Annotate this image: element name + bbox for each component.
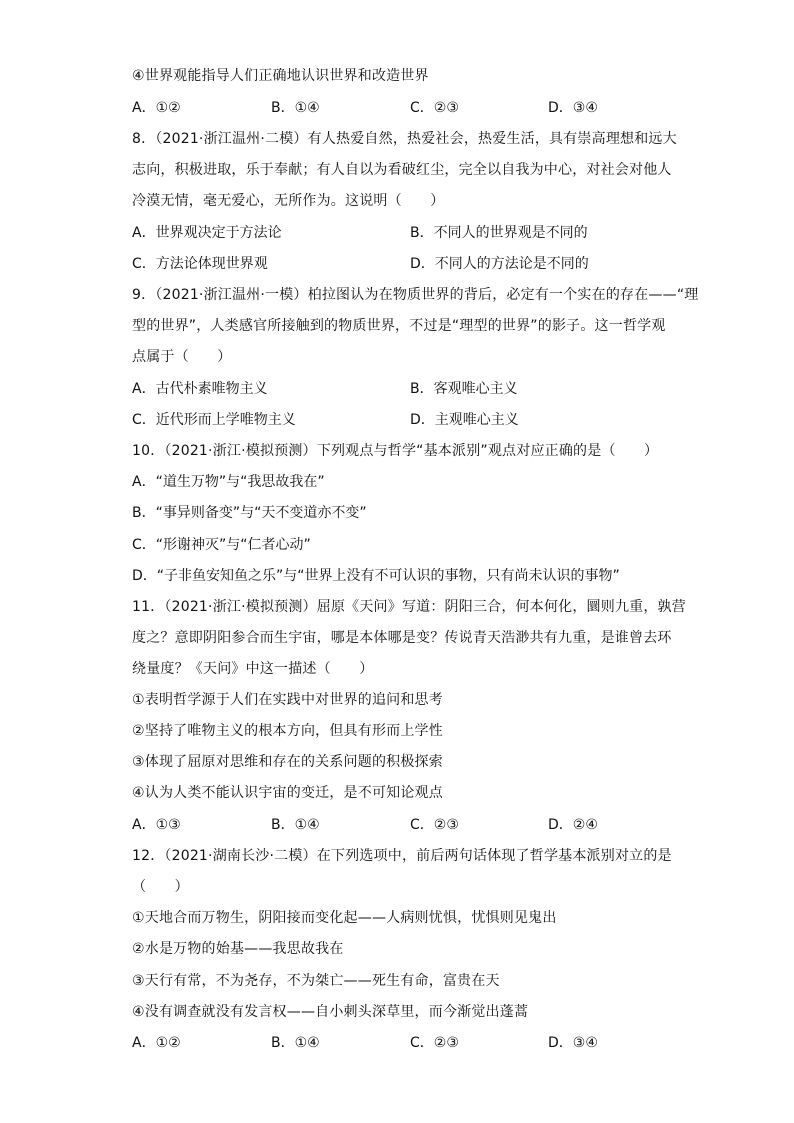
- q9-option-c: C．近代形而上学唯物主义: [132, 412, 296, 428]
- q11-statement-4: ④认为人类不能认识宇宙的变迁，是不可知论观点: [132, 785, 443, 801]
- q11-option-a: A．①③: [132, 817, 181, 833]
- q9-stem-line-2: 型的世界”，人类感官所接触到的物质世界，不过是“理型的世界”的影子。这一哲学观: [132, 318, 666, 334]
- q7-option-c: C．②③: [410, 100, 459, 116]
- q12-statement-4: ④没有调查就没有发言权——自小刺头深草里，而今渐觉出蓬蒿: [132, 1004, 529, 1020]
- q9-option-b: B．客观唯心主义: [410, 381, 518, 397]
- q11-stem-line-3: 绕量度？《天问》中这一描述（ ）: [132, 661, 374, 677]
- q8-option-b: B．不同人的世界观是不同的: [410, 225, 588, 241]
- q12-option-c: C．②③: [410, 1035, 459, 1051]
- q12-option-a: A．①②: [132, 1035, 181, 1051]
- q9-stem-line-3: 点属于（ ）: [132, 349, 232, 365]
- q10-option-d: D．“子非鱼安知鱼之乐”与“世界上没有不可认识的事物，只有尚未认识的事物”: [132, 568, 620, 584]
- q8-stem-line-2: 志向，积极进取，乐于奉献；有人自以为看破红尘，完全以自我为中心，对社会对他人: [132, 162, 672, 178]
- q8-option-c: C．方法论体现世界观: [132, 256, 268, 272]
- q7-option-d: D．③④: [548, 100, 598, 116]
- q9-option-d: D．主观唯心主义: [410, 412, 519, 428]
- q11-option-b: B．①④: [271, 817, 320, 833]
- q7-option-b: B．①④: [271, 100, 320, 116]
- q8-stem-line-3: 冷漠无情，毫无爱心，无所作为。这说明（ ）: [132, 193, 445, 209]
- q10-option-a: A．“道生万物”与“我思故我在”: [132, 474, 325, 490]
- q11-option-c: C．②③: [410, 817, 459, 833]
- q9-option-a: A．古代朴素唯物主义: [132, 381, 268, 397]
- q11-stem-line-1: 11．（2021·浙江·模拟预测）屈原《天问》写道：阴阳三合，何本何化，圜则九重，孰营: [132, 599, 686, 615]
- q11-option-d: D．②④: [548, 817, 598, 833]
- q11-statement-1: ①表明哲学源于人们在实践中对世界的追问和思考: [132, 692, 443, 708]
- q8-stem-line-1: 8．（2021·浙江温州·二模）有人热爱自然，热爱社会，热爱生活，具有崇高理想和远大: [132, 131, 677, 147]
- q8-option-a: A．世界观决定于方法论: [132, 225, 282, 241]
- q11-statement-2: ②坚持了唯物主义的根本方向，但具有形而上学性: [132, 723, 443, 739]
- q10-stem-line-1: 10．（2021·浙江·模拟预测）下列观点与哲学“基本派别”观点对应正确的是（ ）: [132, 443, 659, 459]
- q10-option-c: C．“形谢神灭”与“仁者心动”: [132, 537, 311, 553]
- q12-statement-1: ①天地合而万物生，阴阳接而变化起——人病则忧惧，忧惧则见鬼出: [132, 910, 557, 926]
- q7-option-a: A．①②: [132, 100, 181, 116]
- q12-statement-2: ②水是万物的始基——我思故我在: [132, 941, 344, 957]
- q10-option-b: B．“事异则备变”与“天不变道亦不变”: [132, 505, 367, 521]
- q12-option-b: B．①④: [271, 1035, 320, 1051]
- q12-option-d: D．③④: [548, 1035, 598, 1051]
- q8-option-d: D．不同人的方法论是不同的: [410, 256, 589, 272]
- q12-stem-line-2: （ ）: [132, 879, 189, 895]
- q11-stem-line-2: 度之？意即阴阳参合而生宇宙，哪是本体哪是变？传说青天浩渺共有九重，是谁曾去环: [132, 630, 672, 646]
- q12-statement-3: ③天行有常，不为尧存，不为桀亡——死生有命，富贵在天: [132, 973, 500, 989]
- q7-statement-4: ④世界观能指导人们正确地认识世界和改造世界: [132, 68, 429, 84]
- q11-statement-3: ③体现了屈原对思维和存在的关系问题的积极探索: [132, 754, 443, 770]
- q12-stem-line-1: 12．（2021·湖南长沙·二模）在下列选项中，前后两句话体现了哲学基本派别对立的是: [132, 848, 672, 864]
- q9-stem-line-1: 9．（2021·浙江温州·一模）柏拉图认为在物质世界的背后，必定有一个实在的存在——“理: [132, 287, 699, 303]
